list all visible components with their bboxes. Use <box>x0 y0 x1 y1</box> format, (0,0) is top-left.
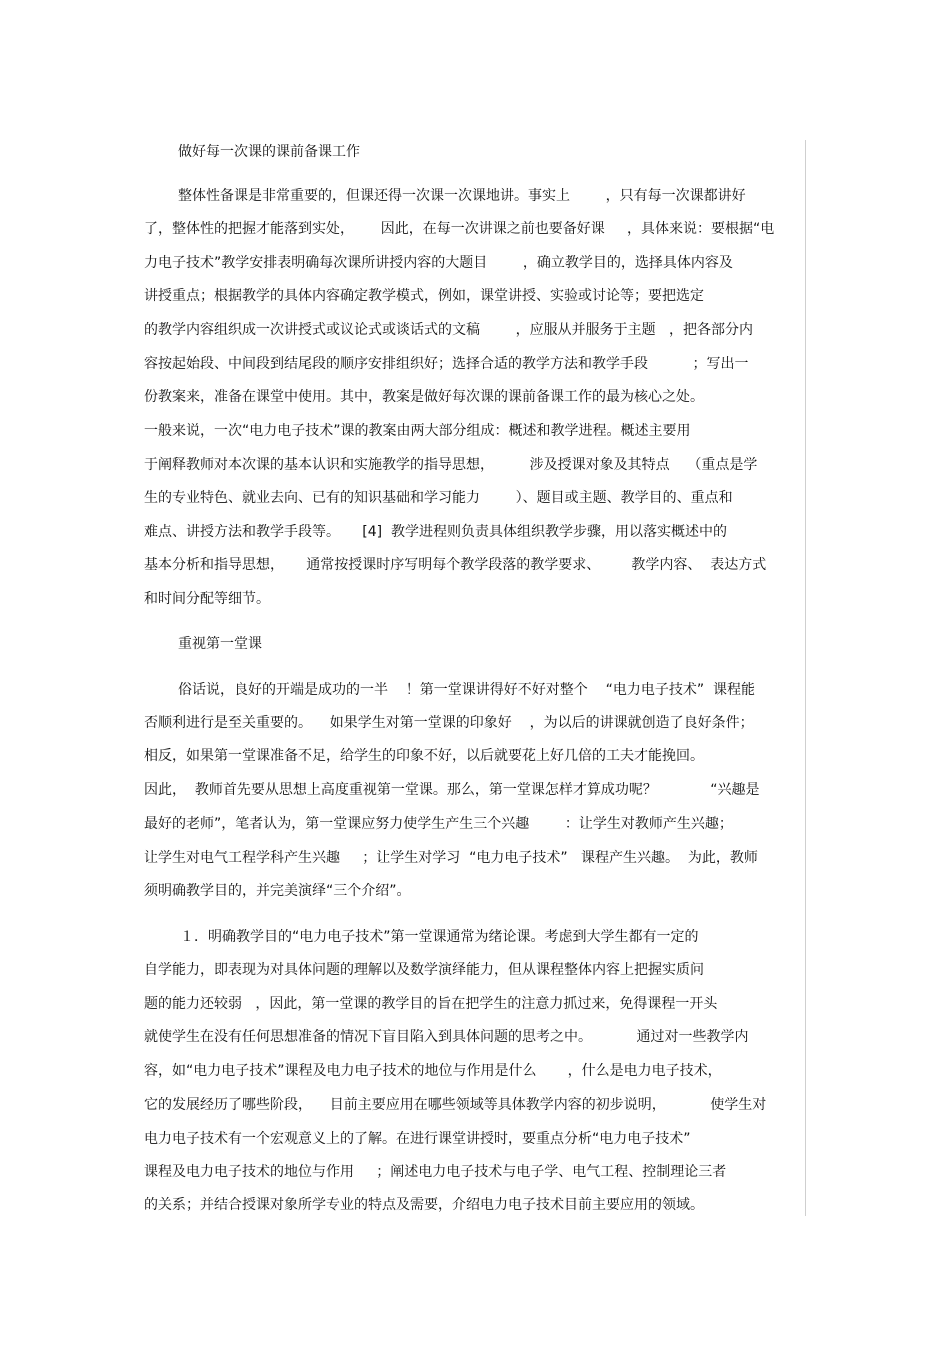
numbered-item-line: １．明确教学目的“电力电子技术”第一堂课通常为绪论课。考虑到大学生都有一定的 <box>180 929 699 945</box>
paragraph-line: 一般来说，一次“电力电子技术”课的教案由两大部分组成：概述和教学进程。概述主要用 <box>144 423 691 439</box>
section-heading-lesson-prep: 做好每一次课的课前备课工作 <box>178 144 360 160</box>
paragraph-line: 了，整体性的把握才能落到实处， 因此，在每一次讲课之前也要备好课 ，具体来说：要根据“电 <box>144 221 775 237</box>
paragraph-line: 题的能力还较弱 ，因此，第一堂课的教学目的旨在把学生的注意力抓过来，免得课程一开头 <box>144 996 718 1012</box>
paragraph-line: 整体性备课是非常重要的，但课还得一次课一次课地讲。事实上 ，只有每一次课都讲好 <box>178 188 746 204</box>
paragraph-line: 否顺利进行是至关重要的。 如果学生对第一堂课的印象好 ，为以后的讲课就创造了良好条件； <box>144 715 754 731</box>
paragraph-line: 讲授重点；根据教学的具体内容确定教学模式，例如，课堂讲授、实验或讨论等；要把选定 <box>144 288 704 304</box>
paragraph-line: 基本分析和指导思想， 通常按授课时序写明每个教学段落的教学要求、 教学内容、 表达方式 <box>144 557 767 573</box>
paragraph-line: 最好的老师”，笔者认为，第一堂课应努力使学生产生三个兴趣 ：让学生对教师产生兴趣； <box>144 816 733 832</box>
paragraph-line: 课程及电力电子技术的地位与作用 ；阐述电力电子技术与电子学、电气工程、控制理论三者 <box>144 1164 727 1180</box>
paragraph-line: 让学生对电气工程学科产生兴趣 ；让学生对学习 “电力电子技术” 课程产生兴趣。 为此，教师 <box>144 850 758 866</box>
paragraph-line: 于阐释教师对本次课的基本认识和实施教学的指导思想， 涉及授课对象及其特点 （重点是学 <box>144 457 758 473</box>
paragraph-line: 份教案来，准备在课堂中使用。其中，教案是做好每次课的课前备课工作的最为核心之处。 <box>144 389 704 405</box>
paragraph-line: 相反，如果第一堂课准备不足，给学生的印象不好，以后就要花上好几倍的工夫才能挽回。 <box>144 748 704 764</box>
paragraph-line: 就使学生在没有任何思想准备的情况下盲目陷入到具体问题的思考之中。 通过对一些教学内 <box>144 1029 749 1045</box>
paragraph-line: 生的专业特色、就业去向、已有的知识基础和学习能力 ）、题目或主题、教学目的、重点和 <box>144 490 733 506</box>
paragraph-line: 容，如“电力电子技术”课程及电力电子技术的地位与作用是什么 ，什么是电力电子技术， <box>144 1063 722 1079</box>
paragraph-line: 的教学内容组织成一次讲授式或议论式或谈话式的文稿 ，应服从并服务于主题 ，把各部分内 <box>144 322 753 338</box>
section-heading-first-class: 重视第一堂课 <box>178 636 262 652</box>
paragraph-line: 电力电子技术有一个宏观意义上的了解。在进行课堂讲授时，要重点分析“电力电子技术” <box>144 1131 691 1147</box>
paragraph-line: 须明确教学目的，并完美演绎“三个介绍”。 <box>144 883 411 899</box>
paragraph-line: 因此， 教师首先要从思想上高度重视第一堂课。那么，第一堂课怎样才算成功呢？ “兴趣是 <box>144 782 760 798</box>
paragraph-line: 容按起始段、中间段到结尾段的顺序安排组织好；选择合适的教学方法和教学手段 ；写出一 <box>144 356 749 372</box>
page-border-line <box>805 140 806 1216</box>
paragraph-line: 俗话说，良好的开端是成功的一半 ！第一堂课讲得好不好对整个 “电力电子技术” 课程能 <box>178 682 756 698</box>
paragraph-line: 和时间分配等细节。 <box>144 591 270 607</box>
paragraph-line: 力电子技术”教学安排表明确每次课所讲授内容的大题目 ，确立教学目的，选择具体内容及 <box>144 255 733 271</box>
paragraph-line: 自学能力，即表现为对具体问题的理解以及数学演绎能力，但从课程整体内容上把握实质问 <box>144 962 704 978</box>
paragraph-line: 它的发展经历了哪些阶段， 目前主要应用在哪些领域等具体教学内容的初步说明， 使学生对 <box>144 1097 767 1113</box>
paragraph-line: 的关系；并结合授课对象所学专业的特点及需要，介绍电力电子技术目前主要应用的领域。 <box>144 1197 704 1213</box>
paragraph-line: 难点、讲授方法和教学手段等。 [4] 教学进程则负责具体组织教学步骤，用以落实概述中的 <box>144 524 727 540</box>
